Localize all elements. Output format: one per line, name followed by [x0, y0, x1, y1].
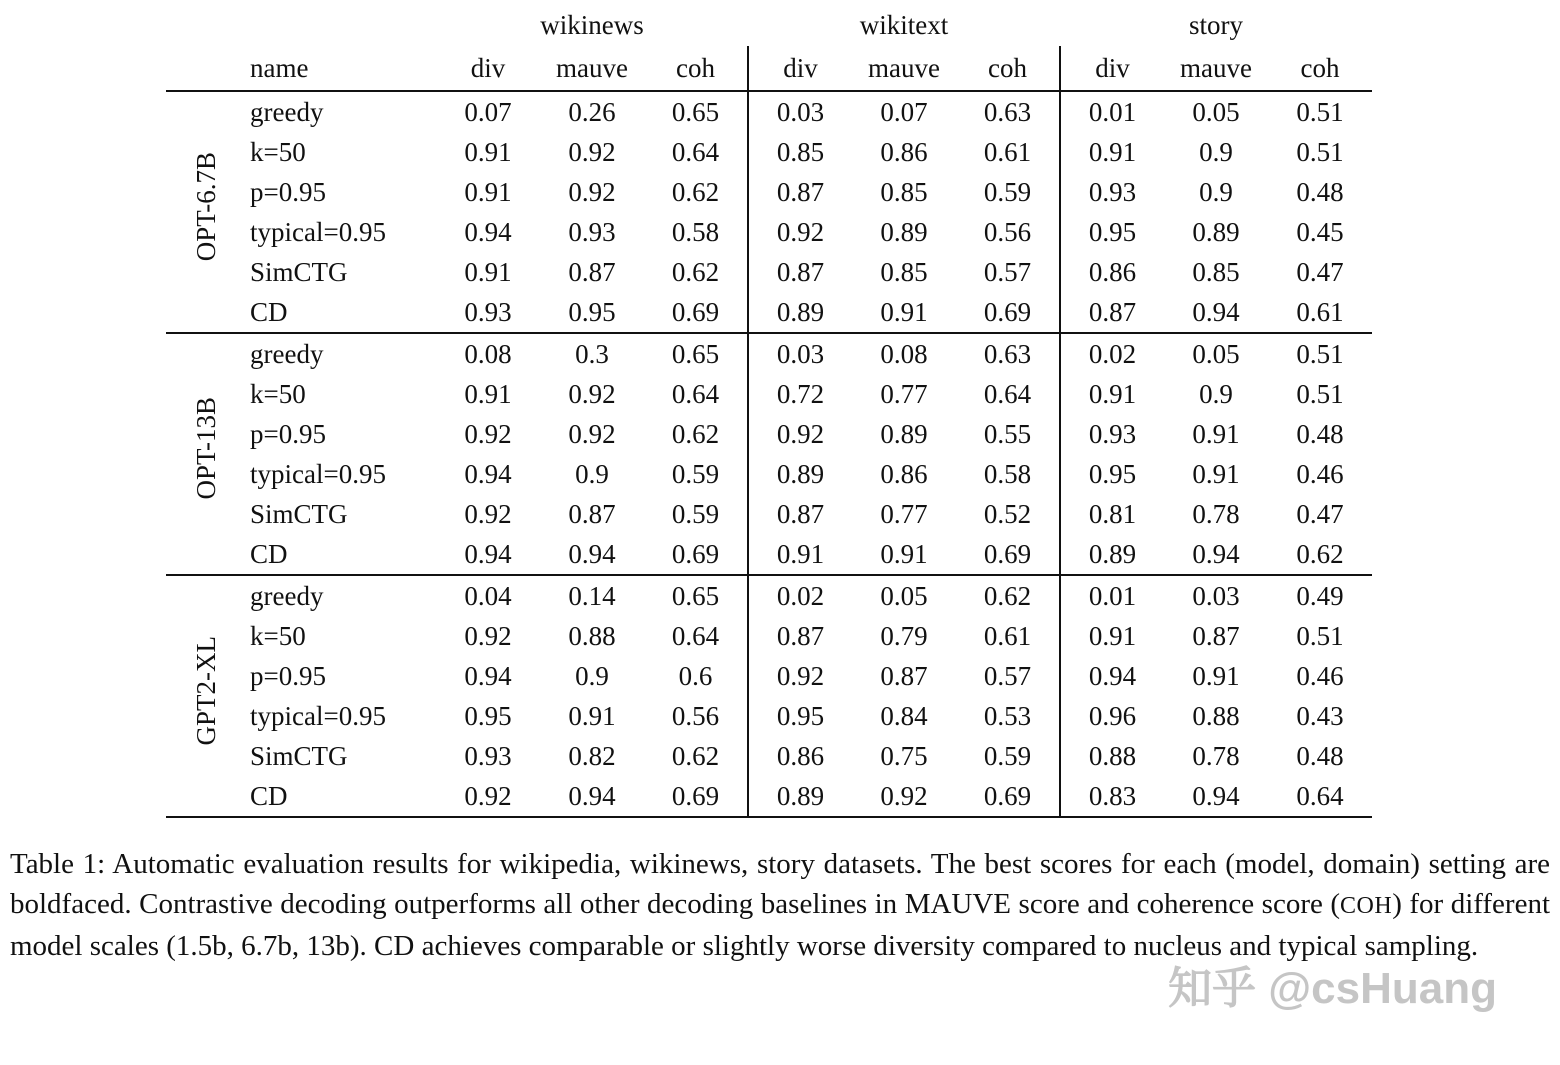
- table-cell: 0.64: [671, 621, 720, 651]
- table-cell: 0.53: [983, 701, 1032, 731]
- col-header-wikinews-coh: coh: [644, 46, 748, 91]
- table-cell: 0.61: [983, 621, 1032, 651]
- table-cell: 0.87: [880, 661, 928, 691]
- table-cell: 0.92: [748, 212, 852, 252]
- table-cell: 0.79: [880, 621, 928, 651]
- table-cell: 0.92: [568, 137, 616, 167]
- table-cell: 0.92: [748, 414, 852, 454]
- table-body: [166, 91, 1372, 817]
- table-cell: 0.62: [671, 177, 720, 207]
- table-cell: 0.81: [1060, 494, 1164, 534]
- table-cell: 0.89: [1192, 217, 1240, 247]
- table-cell: 0.92: [464, 499, 512, 529]
- table-cell: 0.91: [852, 292, 956, 333]
- table-cell: 0.93: [464, 741, 512, 771]
- table-cell: 0.51: [1296, 621, 1344, 651]
- table-cell: 0.94: [1164, 534, 1268, 575]
- table-cell: 0.89: [748, 776, 852, 817]
- table-cell: 0.85: [1192, 257, 1240, 287]
- row-label: greedy: [250, 339, 324, 369]
- table-cell: 0.65: [671, 339, 720, 369]
- table-cell: 0.51: [1296, 339, 1344, 369]
- table-cell: 0.87: [568, 257, 616, 287]
- table-cell: 0.94: [464, 661, 512, 691]
- caption-part1: Table 1: Automatic evaluation results for wikipedia, wikinews, story datasets. The best scores for each (model, domain) setting are boldfaced. Contrastive decoding outperforms all other decoding baselines in MAUVE score and coherence score (: [10, 848, 1550, 920]
- table-cell: 0.89: [748, 454, 852, 494]
- table-cell: 0.03: [748, 333, 852, 374]
- table-cell: 0.59: [671, 459, 720, 489]
- col-header-wikitext-div: div: [748, 46, 852, 91]
- corner-blank: [166, 4, 246, 46]
- table-cell: 0.91: [464, 257, 512, 287]
- table-cell: 0.85: [748, 132, 852, 172]
- table-cell: 0.46: [1296, 459, 1344, 489]
- table-cell: 0.87: [748, 494, 852, 534]
- row-label: p=0.95: [250, 177, 326, 207]
- table-cell: 0.26: [568, 97, 616, 127]
- table-cell: 0.92: [464, 419, 512, 449]
- table-cell: 0.91: [464, 137, 512, 167]
- table-cell: 0.45: [1296, 217, 1344, 247]
- table-cell: 0.3: [575, 339, 609, 369]
- table-cell: 0.49: [1296, 581, 1344, 611]
- col-group-wikinews: wikinews: [540, 10, 644, 40]
- table-cell: 0.64: [671, 137, 720, 167]
- col-header-wikitext-coh: coh: [956, 46, 1060, 91]
- row-label: greedy: [250, 97, 324, 127]
- table-cell: 0.05: [1192, 339, 1240, 369]
- table-cell: 0.61: [983, 137, 1032, 167]
- table-cell: 0.92: [464, 621, 512, 651]
- table-cell: 0.9: [1199, 137, 1233, 167]
- table-cell: 0.69: [644, 534, 748, 575]
- table-cell: 0.62: [1268, 534, 1372, 575]
- table-cell: 0.91: [1060, 374, 1164, 414]
- table-cell: 0.9: [1199, 177, 1233, 207]
- table-cell: 0.08: [880, 339, 928, 369]
- results-table: [166, 4, 1372, 818]
- table-cell: 0.59: [671, 499, 720, 529]
- model-label: [166, 333, 246, 575]
- table-cell: 0.94: [436, 534, 540, 575]
- table-cell: 0.05: [1192, 97, 1240, 127]
- table-cell: 0.14: [568, 581, 616, 611]
- table-cell: 0.58: [983, 459, 1032, 489]
- row-label: p=0.95: [250, 419, 326, 449]
- table-cell: 0.88: [1192, 701, 1240, 731]
- table-cell: 0.92: [852, 776, 956, 817]
- table-cell: 0.87: [748, 616, 852, 656]
- table-cell: 0.72: [748, 374, 852, 414]
- table-cell: 0.93: [1060, 172, 1164, 212]
- row-label: k=50: [250, 379, 306, 409]
- table-cell: 0.48: [1296, 741, 1344, 771]
- table-cell: 0.95: [1060, 454, 1164, 494]
- col-header-story-coh: coh: [1268, 46, 1372, 91]
- table-cell: 0.55: [983, 419, 1032, 449]
- table-cell: 0.91: [852, 534, 956, 575]
- table-cell: 0.47: [1296, 499, 1344, 529]
- table-cell: 0.69: [956, 292, 1060, 333]
- row-label: CD: [246, 776, 436, 817]
- table-cell: 0.03: [1192, 581, 1240, 611]
- col-header-wikinews-mauve: mauve: [540, 46, 644, 91]
- table-cell: 0.6: [678, 661, 713, 691]
- table-cell: 0.51: [1296, 379, 1344, 409]
- model-label-text: OPT-6.7B: [191, 151, 221, 262]
- table-cell: 0.93: [1060, 414, 1164, 454]
- table-cell: 0.88: [1060, 736, 1164, 776]
- col-header-story-mauve: mauve: [1164, 46, 1268, 91]
- table-cell: 0.95: [540, 292, 644, 333]
- watermark: 知乎 @csHuang: [1168, 964, 1497, 1013]
- table-cell: 0.84: [880, 701, 928, 731]
- row-label: CD: [246, 534, 436, 575]
- table-cell: 0.43: [1296, 701, 1344, 731]
- table-cell: 0.51: [1296, 137, 1344, 167]
- row-label: SimCTG: [250, 257, 348, 287]
- table-cell: 0.91: [1192, 419, 1240, 449]
- col-group-story: story: [1189, 10, 1243, 40]
- table-cell: 0.91: [464, 379, 512, 409]
- table-cell: 0.57: [983, 257, 1032, 287]
- col-header-wikitext-mauve: mauve: [852, 46, 956, 91]
- table-cell: 0.94: [1060, 656, 1164, 696]
- table-cell: 0.07: [464, 97, 512, 127]
- table-cell: 0.62: [671, 419, 720, 449]
- table-cell: 0.85: [880, 257, 928, 287]
- table-cell: 0.69: [644, 292, 748, 333]
- table-cell: 0.91: [748, 534, 852, 575]
- name-column-header: name: [246, 46, 436, 91]
- table-cell: 0.87: [1060, 292, 1164, 333]
- table-cell: 0.02: [1060, 333, 1164, 374]
- table-cell: 0.58: [671, 217, 720, 247]
- table-cell: 0.64: [1268, 776, 1372, 817]
- table-cell: 0.94: [540, 534, 644, 575]
- table-head: [166, 4, 1372, 91]
- table-cell: 0.77: [880, 379, 928, 409]
- table-cell: 0.82: [568, 741, 616, 771]
- table-cell: 0.91: [1192, 661, 1240, 691]
- table-cell: 0.91: [464, 177, 512, 207]
- table-cell: 0.46: [1296, 661, 1344, 691]
- table-cell: 0.89: [1060, 534, 1164, 575]
- table-cell: 0.87: [748, 252, 852, 292]
- col-header-wikinews-div: div: [436, 46, 540, 91]
- table-cell: 0.92: [748, 656, 852, 696]
- table-cell: 0.77: [880, 499, 928, 529]
- table-cell: 0.51: [1296, 97, 1344, 127]
- table-cell: 0.87: [1192, 621, 1240, 651]
- table-cell: 0.62: [671, 741, 720, 771]
- row-label: CD: [246, 292, 436, 333]
- row-label: SimCTG: [250, 741, 348, 771]
- table-cell: 0.48: [1296, 177, 1344, 207]
- table-cell: 0.9: [575, 661, 609, 691]
- table-cell: 0.94: [464, 459, 512, 489]
- table-cell: 0.91: [568, 701, 616, 731]
- table-cell: 0.94: [1164, 292, 1268, 333]
- row-label: p=0.95: [250, 661, 326, 691]
- col-group-wikitext: wikitext: [859, 10, 949, 40]
- corner-blank: [246, 4, 436, 46]
- row-label: typical=0.95: [250, 217, 386, 247]
- model-label-text: OPT-13B: [191, 397, 221, 500]
- table-cell: 0.86: [880, 137, 928, 167]
- table-cell: 0.92: [568, 177, 616, 207]
- table-cell: 0.02: [748, 575, 852, 616]
- table-cell: 0.48: [1296, 419, 1344, 449]
- table-cell: 0.92: [436, 776, 540, 817]
- table-cell: 0.87: [568, 499, 616, 529]
- caption-part2: ) for different model scales (1.5b, 6.7b, 13b). CD achieves comparable or slightly worse diversity compared to nucleus and typical sampling.: [10, 888, 1550, 962]
- row-label: k=50: [250, 621, 306, 651]
- model-label: [166, 575, 246, 817]
- caption-coh-smallcaps: COH: [1340, 893, 1393, 919]
- table-cell: 0.07: [880, 97, 928, 127]
- table-cell: 0.9: [575, 459, 609, 489]
- table-cell: 0.86: [1060, 252, 1164, 292]
- table-cell: 0.94: [1164, 776, 1268, 817]
- table-cell: 0.9: [1199, 379, 1233, 409]
- table-cell: 0.65: [671, 581, 720, 611]
- table-cell: 0.89: [880, 419, 928, 449]
- row-label: typical=0.95: [250, 701, 386, 731]
- table-cell: 0.88: [568, 621, 616, 651]
- table-cell: 0.75: [880, 741, 928, 771]
- table-cell: 0.47: [1296, 257, 1344, 287]
- table-cell: 0.01: [1060, 91, 1164, 132]
- model-label: [166, 91, 246, 333]
- table-cell: 0.69: [644, 776, 748, 817]
- table-cell: 0.94: [540, 776, 644, 817]
- table-cell: 0.65: [671, 97, 720, 127]
- table-cell: 0.08: [464, 339, 512, 369]
- table-cell: 0.78: [1192, 741, 1240, 771]
- table-cell: 0.03: [748, 91, 852, 132]
- row-label: typical=0.95: [250, 459, 386, 489]
- table-cell: 0.92: [568, 419, 616, 449]
- table-cell: 0.04: [464, 581, 512, 611]
- row-label: greedy: [250, 581, 324, 611]
- model-label-text: GPT2-XL: [191, 635, 221, 746]
- table-cell: 0.86: [748, 736, 852, 776]
- table-cell: 0.93: [568, 217, 616, 247]
- table-cell: 0.69: [956, 534, 1060, 575]
- table-cell: 0.92: [568, 379, 616, 409]
- table-cell: 0.95: [1060, 212, 1164, 252]
- table-cell: 0.95: [464, 701, 512, 731]
- table-cell: 0.56: [671, 701, 720, 731]
- table-caption: [10, 844, 1550, 966]
- table-cell: 0.93: [436, 292, 540, 333]
- table-cell: 0.59: [983, 741, 1032, 771]
- table-cell: 0.59: [983, 177, 1032, 207]
- table-cell: 0.95: [748, 696, 852, 736]
- table-cell: 0.62: [983, 581, 1032, 611]
- col-header-story-div: div: [1060, 46, 1164, 91]
- table-cell: 0.91: [1060, 132, 1164, 172]
- table-cell: 0.91: [1060, 616, 1164, 656]
- table-cell: 0.57: [983, 661, 1032, 691]
- table-cell: 0.61: [1268, 292, 1372, 333]
- table-cell: 0.87: [748, 172, 852, 212]
- table-cell: 0.64: [671, 379, 720, 409]
- table-cell: 0.52: [983, 499, 1032, 529]
- table-cell: 0.86: [880, 459, 928, 489]
- table-cell: 0.89: [880, 217, 928, 247]
- corner-blank: [166, 46, 246, 91]
- table-cell: 0.01: [1060, 575, 1164, 616]
- table-cell: 0.62: [671, 257, 720, 287]
- table-cell: 0.69: [956, 776, 1060, 817]
- table-cell: 0.91: [1192, 459, 1240, 489]
- table-cell: 0.05: [880, 581, 928, 611]
- table-cell: 0.83: [1060, 776, 1164, 817]
- table-cell: 0.96: [1060, 696, 1164, 736]
- table-cell: 0.63: [983, 97, 1032, 127]
- row-label: k=50: [250, 137, 306, 167]
- table-cell: 0.89: [748, 292, 852, 333]
- table-cell: 0.94: [464, 217, 512, 247]
- table-cell: 0.56: [983, 217, 1032, 247]
- table-cell: 0.78: [1192, 499, 1240, 529]
- table-cell: 0.64: [983, 379, 1032, 409]
- table-cell: 0.63: [983, 339, 1032, 369]
- row-label: SimCTG: [250, 499, 348, 529]
- table-cell: 0.85: [880, 177, 928, 207]
